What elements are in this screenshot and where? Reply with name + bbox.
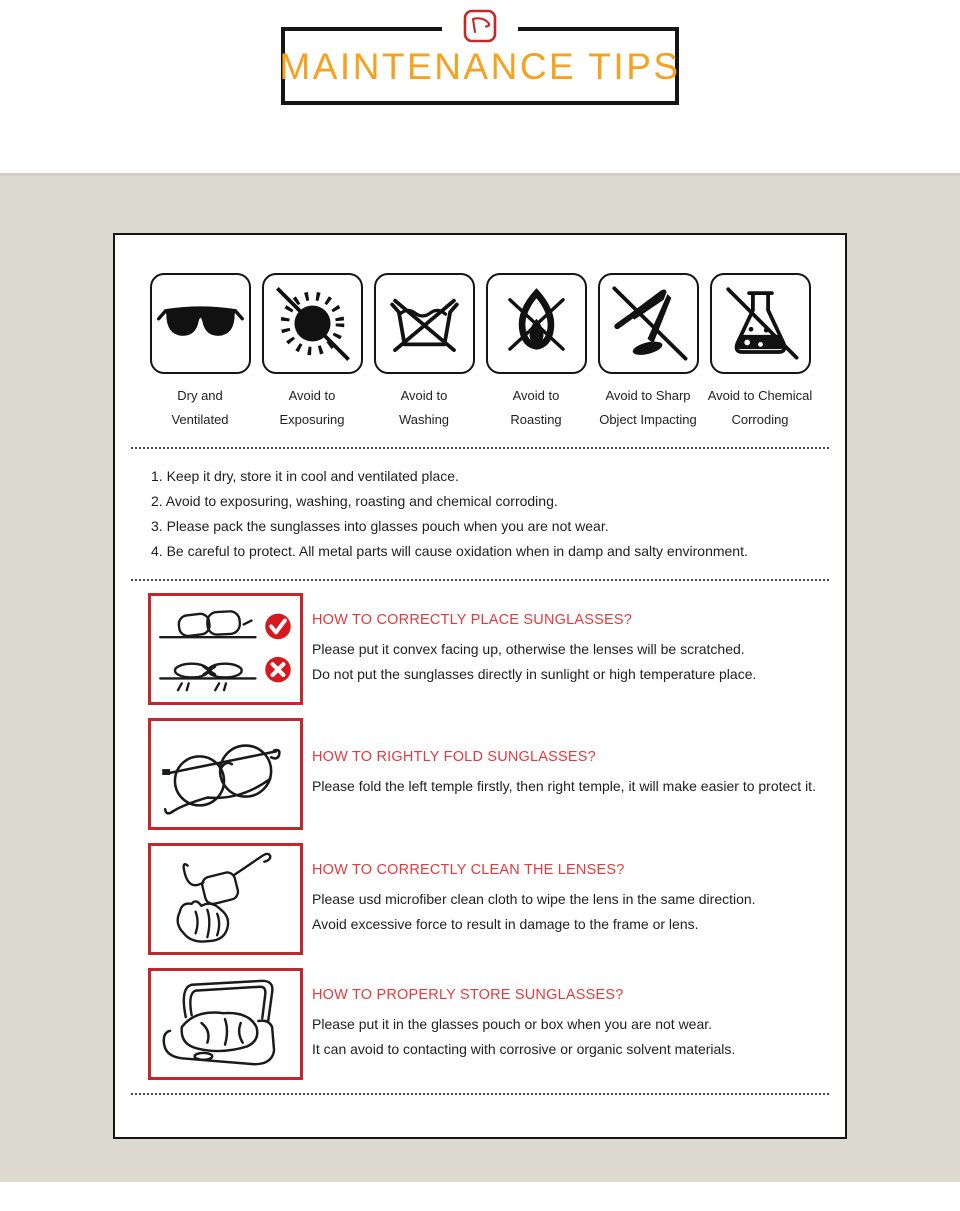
page-title: MAINTENANCE TIPS <box>279 46 681 87</box>
no-sharp-object-icon <box>598 273 699 374</box>
section-title: HOW TO RIGHTLY FOLD SUNGLASSES? <box>312 749 596 766</box>
dotted-separator <box>131 579 829 581</box>
header-strip <box>0 27 960 173</box>
no-fire-icon <box>486 273 587 374</box>
symbol-label-line2: Corroding <box>731 412 789 427</box>
no-washing-icon <box>377 276 472 371</box>
footer-strip <box>0 1182 960 1211</box>
section-text <box>312 593 756 705</box>
section-clean-lenses <box>148 843 845 955</box>
content-band <box>0 173 960 1182</box>
symbol-label-line2: Object Impacting <box>599 412 697 427</box>
section-fold-sunglasses <box>148 718 845 830</box>
section-text <box>312 968 735 1080</box>
symbol-no-chemicals <box>707 273 813 432</box>
section-line: Please fold the left temple firstly, then right temple, it will make easier to protect it. <box>312 778 816 795</box>
title-box <box>281 27 679 105</box>
sunglasses-icon <box>153 276 248 371</box>
care-instructions-list <box>151 464 845 564</box>
dotted-separator <box>131 1093 829 1095</box>
dotted-separator <box>131 447 829 449</box>
section-line: Please usd microfiber clean cloth to wipe the lens in the same direction. <box>312 890 756 907</box>
store-sunglasses-drawing <box>152 972 299 1076</box>
symbol-label-line2: Washing <box>398 412 450 427</box>
symbol-no-exposure <box>262 273 363 432</box>
care-instruction: 3. Please pack the sunglasses into glasses pouch when you are not wear. <box>151 518 609 534</box>
section-title: HOW TO PROPERLY STORE SUNGLASSES? <box>312 986 624 1003</box>
main-panel <box>113 233 847 1139</box>
no-sun-icon <box>265 276 360 371</box>
symbol-label-line1: Dry and <box>177 388 223 403</box>
symbol-label-line1: Avoid to <box>512 388 560 403</box>
store-sunglasses-illustration <box>148 968 303 1080</box>
section-line: Avoid excessive force to result in damage to the frame or lens. <box>312 916 699 932</box>
care-instruction: 2. Avoid to exposuring, washing, roasting and chemical corroding. <box>151 493 558 509</box>
symbol-label-line2: Exposuring <box>279 412 345 427</box>
glasses-logo-icon <box>462 8 498 44</box>
section-title: HOW TO CORRECTLY PLACE SUNGLASSES? <box>312 611 632 628</box>
symbol-label-line2: Ventilated <box>171 412 229 427</box>
no-chemical-icon <box>713 276 808 371</box>
fold-sunglasses-drawing <box>152 722 299 826</box>
symbol-label-line1: Avoid to <box>400 388 448 403</box>
symbol-no-roasting <box>486 273 587 432</box>
section-line: Please put it in the glasses pouch or box when you are not wear. <box>312 1015 713 1032</box>
care-instruction: 1. Keep it dry, store it in cool and ventilated place. <box>151 468 459 484</box>
section-text <box>312 718 816 830</box>
symbol-label-line1: Avoid to <box>288 388 336 403</box>
care-symbols-row <box>115 273 845 432</box>
clean-lenses-drawing <box>152 847 299 951</box>
place-sunglasses-drawing <box>152 597 299 701</box>
section-place-sunglasses <box>148 593 845 705</box>
fold-sunglasses-illustration <box>148 718 303 830</box>
clean-lenses-illustration <box>148 843 303 955</box>
symbol-label-line1: Avoid to Sharp <box>605 388 691 403</box>
section-line: It can avoid to contacting with corrosive or organic solvent materials. <box>312 1041 736 1057</box>
no-sharp-object-icon <box>601 276 696 371</box>
section-line: Please put it convex facing up, otherwise the lenses will be scratched. <box>312 640 745 657</box>
brand-logo <box>442 8 518 44</box>
symbol-no-washing <box>374 273 475 432</box>
symbol-no-sharp-objects <box>598 273 699 432</box>
no-fire-icon <box>489 276 584 371</box>
no-chemical-icon <box>710 273 811 374</box>
symbol-label-line2: Roasting <box>510 412 562 427</box>
symbol-dry-ventilated <box>150 273 251 432</box>
no-sun-icon <box>262 273 363 374</box>
symbol-label-line1: Avoid to Chemical <box>707 388 813 403</box>
section-title: HOW TO CORRECTLY CLEAN THE LENSES? <box>312 861 625 878</box>
section-line: Do not put the sunglasses directly in sunlight or high temperature place. <box>312 666 757 682</box>
no-washing-icon <box>374 273 475 374</box>
section-store-sunglasses <box>148 968 845 1080</box>
symbol-label <box>692 384 828 432</box>
care-instruction: 4. Be careful to protect. All metal parts will cause oxidation when in damp and salty environment. <box>151 543 748 559</box>
sunglasses-icon <box>150 273 251 374</box>
section-text <box>312 843 756 955</box>
place-sunglasses-illustration <box>148 593 303 705</box>
